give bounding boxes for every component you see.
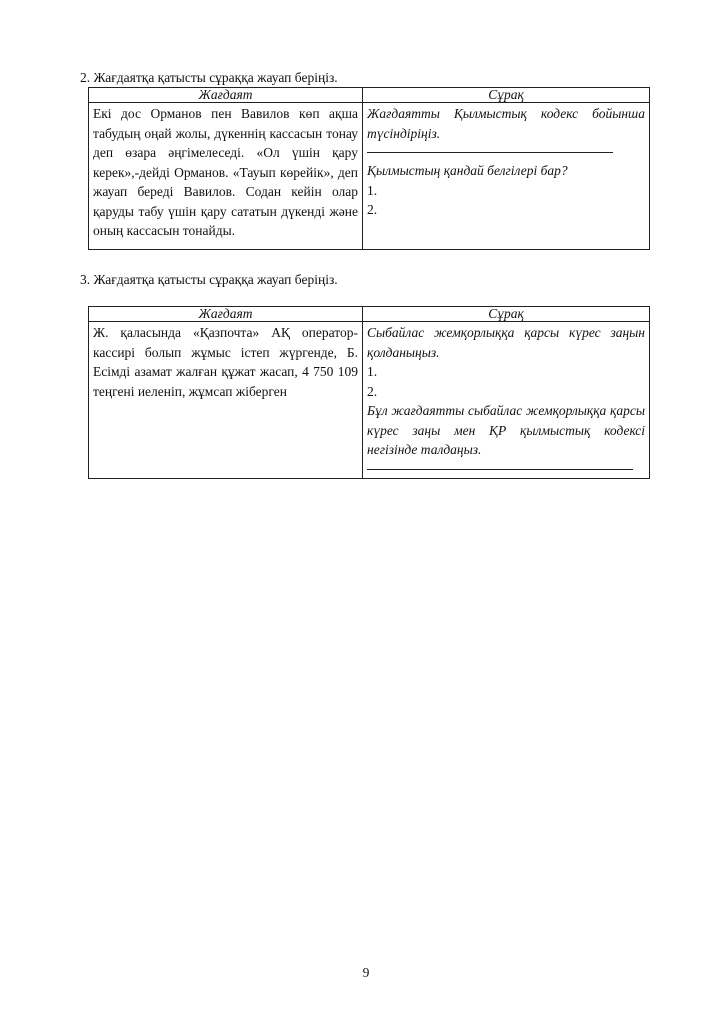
header-question: Сұрақ <box>363 88 650 103</box>
task-3-table <box>88 306 650 479</box>
question-cell <box>363 103 650 250</box>
list-item-1: 1. <box>367 182 378 198</box>
page-number: 9 <box>362 965 370 980</box>
header-situation: Жағдаят <box>89 307 363 322</box>
question-2: Бұл жағдаятты сыбайлас жемқорлыққа қарсы күрес заңы мен ҚР қылмыстық кодексі негізінде талдаңыз. <box>367 403 645 457</box>
header-situation: Жағдаят <box>89 88 363 103</box>
list-item-2: 2. <box>367 383 378 399</box>
question-1: Жағдаятты Қылмыстық кодекс бойынша түсіндіріңіз. <box>367 106 645 141</box>
question-cell <box>363 322 650 479</box>
list-item-1: 1. <box>367 364 378 379</box>
table-header-row <box>89 88 650 103</box>
situation-text: Ж. қаласында «Қазпочта» АҚ оператор-кассирі болып жұмыс істеп жүргенде, Б. Есімді азамат жалған құжат жасап, 4 750 109 теңгені иеленіп, жұмсап жіберген <box>89 322 363 479</box>
task-3-title: 3. Жағдаятқа қатысты сұраққа жауап беріңіз. <box>80 272 338 287</box>
question-2: Қылмыстың қандай белгілері бар? <box>367 163 568 178</box>
table-row <box>89 103 650 250</box>
header-question: Сұрақ <box>363 307 650 322</box>
list-item-2: 2. <box>367 202 378 217</box>
task-2-title: 2. Жағдаятқа қатысты сұраққа жауап беріңіз. <box>80 70 338 85</box>
answer-line <box>367 152 613 153</box>
table-header-row <box>89 307 650 322</box>
situation-text: Екі дос Орманов пен Вавилов көп ақша табудың оңай жолы, дүкеннің кассасын тонау деп өзара әңгімелеседі. «Ол үшін қару керек»,-дейді Орманов. «Тауып көрейік», деп жауап береді Вавилов. Содан кейін олар қаруды табу үшін қару сататын дүкенді және оның кассасын тонайды. <box>89 103 363 250</box>
table-row <box>89 322 650 479</box>
answer-line <box>367 469 633 470</box>
task-2-table <box>88 87 650 250</box>
question-1: Сыбайлас жемқорлыққа қарсы күрес заңын қолданыңыз. <box>367 325 645 360</box>
